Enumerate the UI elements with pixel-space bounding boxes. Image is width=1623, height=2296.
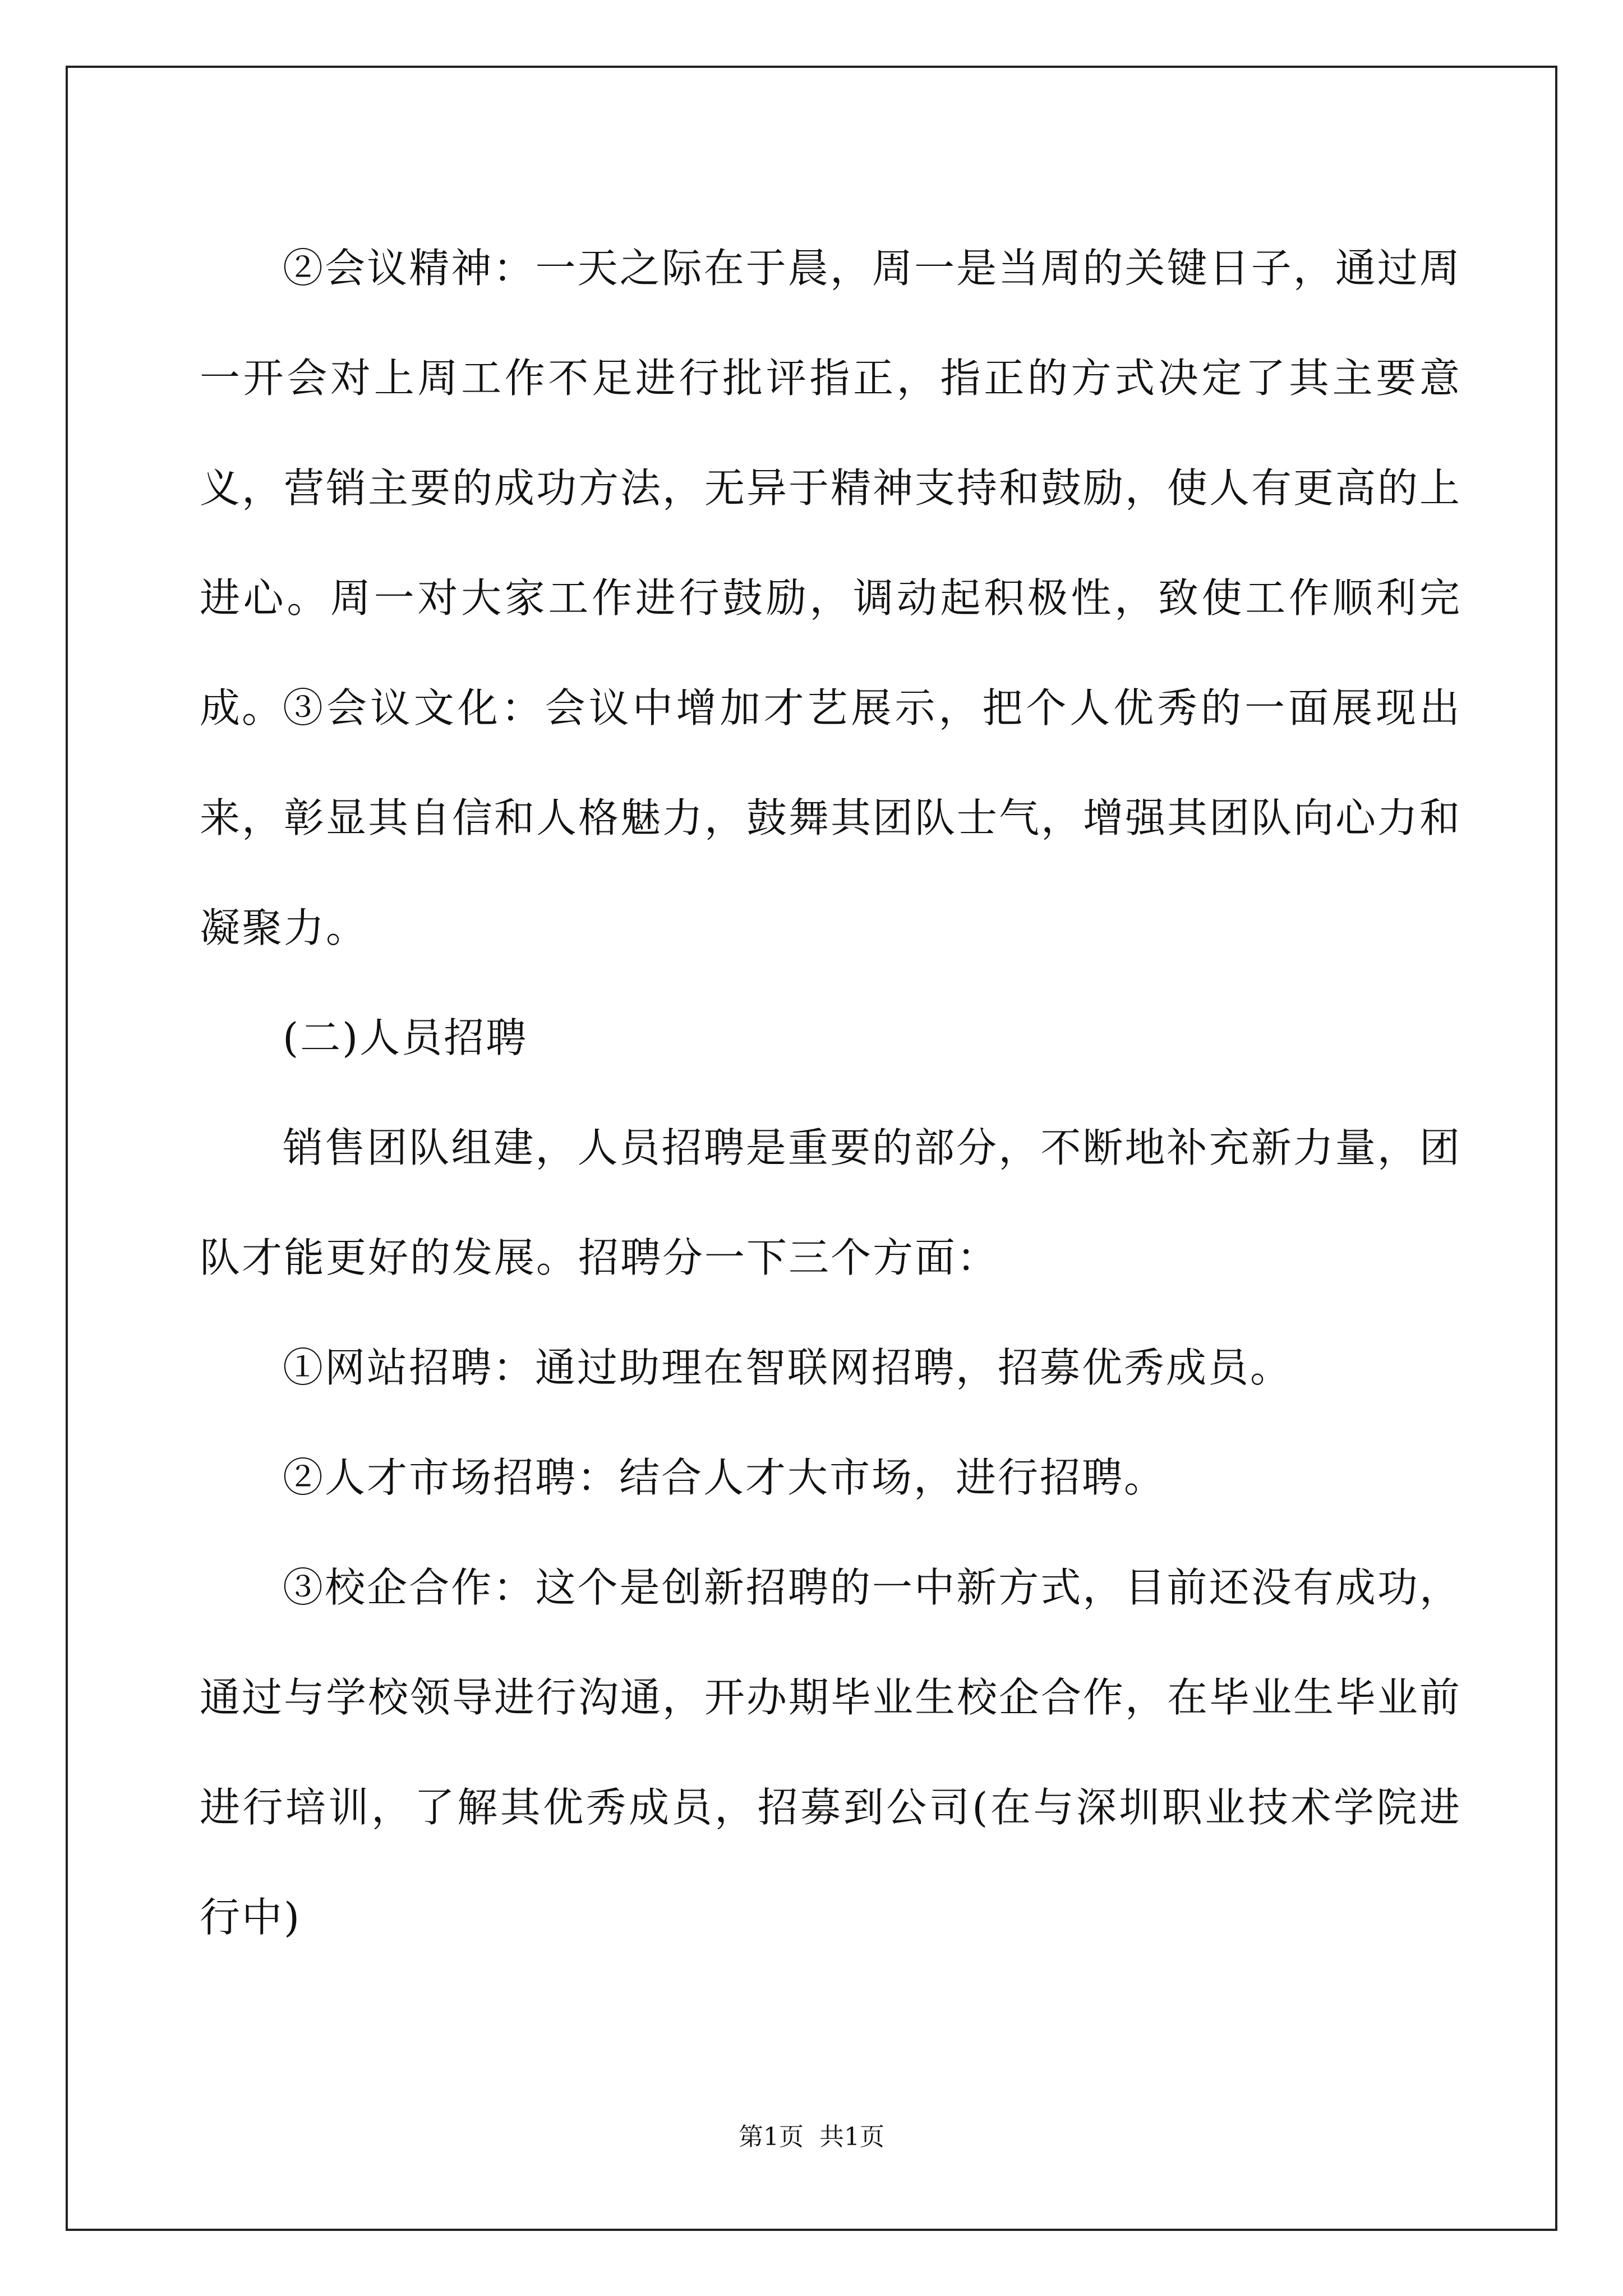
section-heading-recruitment: (二)人员招聘 [283, 1014, 528, 1061]
paragraph-team-building: 销售团队组建，人员招聘是重要的部分，不断地补充新力量，团队才能更好的发展。招聘分一下三个方面： [200, 1124, 1461, 1281]
paragraph-meeting-spirit: ②会议精神：一天之际在于晨，周一是当周的关键日子，通过周一开会对上周工作不足进行批评指正，指正的方式决定了其主要意义，营销主要的成功方法，无异于精神支持和鼓励，使人有更高的上进心。周一对大家工作进行鼓励，调动起积极性，致使工作顺利完成。 [200, 245, 1462, 731]
paragraph-school-enterprise-cooperation: ③校企合作：这个是创新招聘的一中新方式，目前还没有成功，通过与学校领导进行沟通，开办期毕业生校企合作，在毕业生毕业前进行培训，了解其优秀成员，招募到公司(在与深圳职业技术学院进行中) [200, 1564, 1462, 1941]
page-total: 共1页 [819, 2123, 884, 2151]
page-number: 第1页 [739, 2123, 804, 2151]
paragraph-website-recruitment: ①网站招聘：通过助理在智联网招聘，招募优秀成员。 [283, 1344, 1293, 1391]
paragraph-talent-market-recruitment: ②人才市场招聘：结合人才大市场，进行招聘。 [283, 1454, 1166, 1501]
paragraph-meeting-culture: ③会议文化：会议中增加才艺展示，把个人优秀的一面展现出来，彰显其自信和人格魅力，鼓舞其团队士气，增强其团队向心力和凝聚力。 [200, 684, 1462, 951]
page-footer [0, 2116, 1623, 2152]
